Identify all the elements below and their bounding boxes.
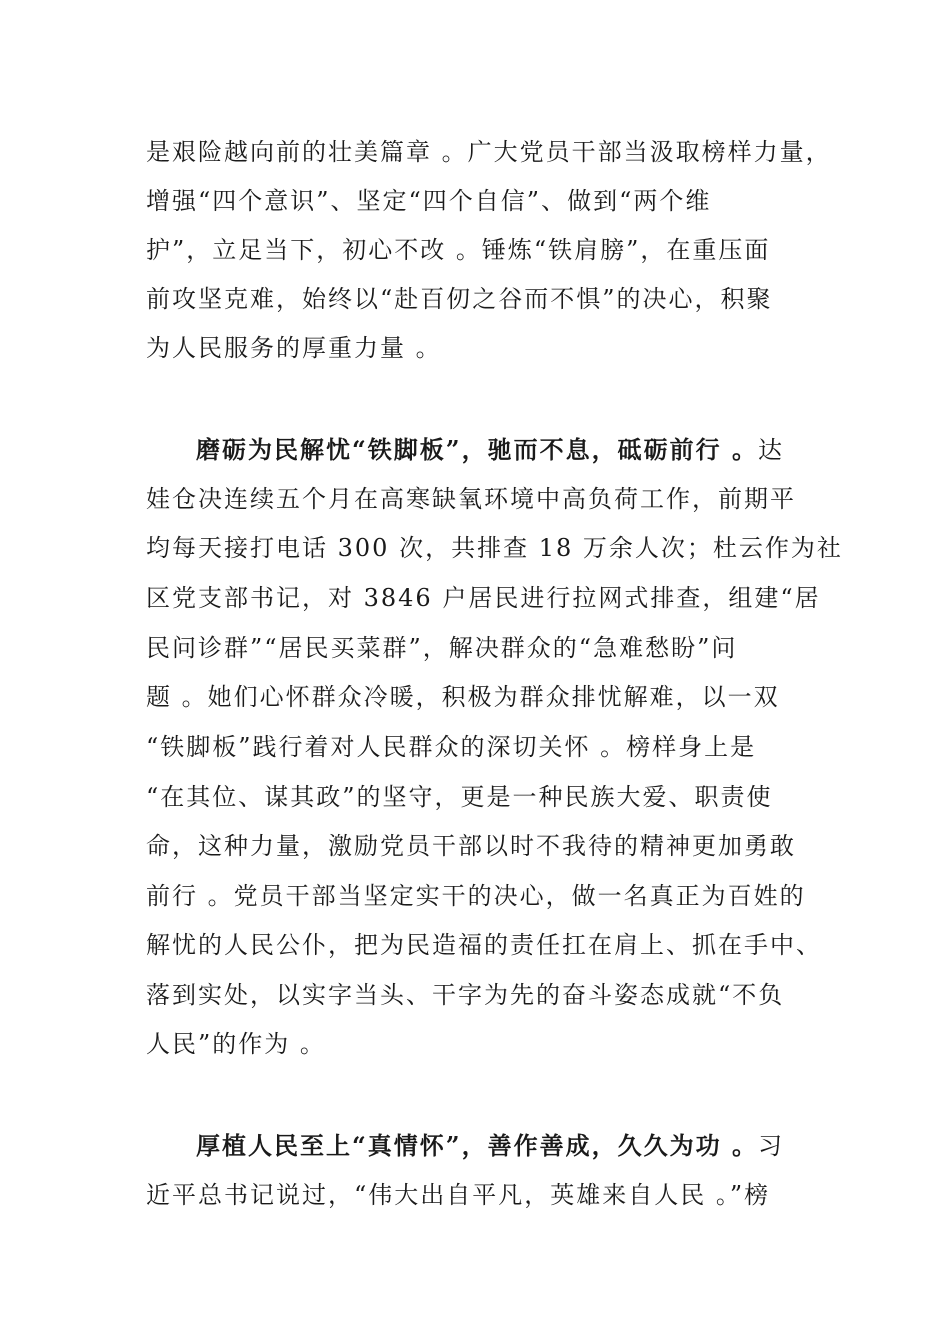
paragraph-2-line-12: 人民”的作为 。 [146, 1030, 326, 1058]
paragraph-1-line-4: 前攻坚克难，始终以“赴百仞之谷而不惧”的决心，积聚 [146, 285, 773, 313]
paragraph-2-line-11: 落到实处，以实字当头、干字为先的奋斗姿态成就“不负 [146, 981, 785, 1009]
paragraph-2-line-8: 命，这种力量，激励党员干部以时不我待的精神更加勇敢 [146, 832, 796, 860]
paragraph-1-line-3: 护”，立足当下，初心不改 。锤炼“铁肩膀”，在重压面 [146, 236, 771, 264]
paragraph-3-first-line-rest: 习 [757, 1132, 784, 1160]
paragraph-2-heading: 磨砺为民解忧“铁脚板”，驰而不息，砥砺前行 。 [196, 435, 758, 464]
paragraph-2-first-line-rest: 达 [757, 436, 784, 464]
paragraph-3-line-1: 近平总书记说过，“伟大出自平凡，英雄来自人民 。”榜 [146, 1181, 771, 1209]
paragraph-2-line-3: 区党支部书记，对 3846 户居民进行拉网式排查，组建“居 [146, 584, 821, 612]
paragraph-2-line-7: “在其位、谋其政”的坚守，更是一种民族大爱、职责使 [146, 783, 773, 811]
paragraph-2-line-1: 娃仓决连续五个月在高寒缺氧环境中高负荷工作，前期平 [146, 485, 796, 513]
paragraph-2-line-6: “铁脚板”践行着对人民群众的深切关怀 。榜样身上是 [146, 733, 757, 761]
paragraph-2-line-9: 前行 。党员干部当坚定实干的决心，做一名真正为百姓的 [146, 882, 806, 910]
paragraph-1-line-2: 增强“四个意识”、坚定“四个自信”、做到“两个维 [146, 187, 712, 215]
paragraph-2-line-5: 题 。她们心怀群众冷暖，积极为群众排忧解难，以一双 [146, 683, 780, 711]
paragraph-2-line-2: 均每天接打电话 300 次，共排查 18 万余人次；杜云作为社 [146, 534, 843, 562]
paragraph-2-line-10: 解忧的人民公仆，把为民造福的责任扛在肩上、抓在手中、 [146, 931, 822, 959]
paragraph-1-line-5: 为人民服务的厚重力量 。 [146, 334, 442, 362]
paragraph-2-line-4: 民问诊群”“居民买菜群”，解决群众的“急难愁盼”问 [146, 634, 738, 662]
paragraph-3-first-line [196, 1121, 784, 1171]
paragraph-1-line-1: 是艰险越向前的壮美篇章 。广大党员干部当汲取榜样力量， [146, 138, 832, 166]
paragraph-2-first-line [196, 425, 784, 475]
paragraph-3-heading: 厚植人民至上“真情怀”，善作善成，久久为功 。 [196, 1131, 758, 1160]
